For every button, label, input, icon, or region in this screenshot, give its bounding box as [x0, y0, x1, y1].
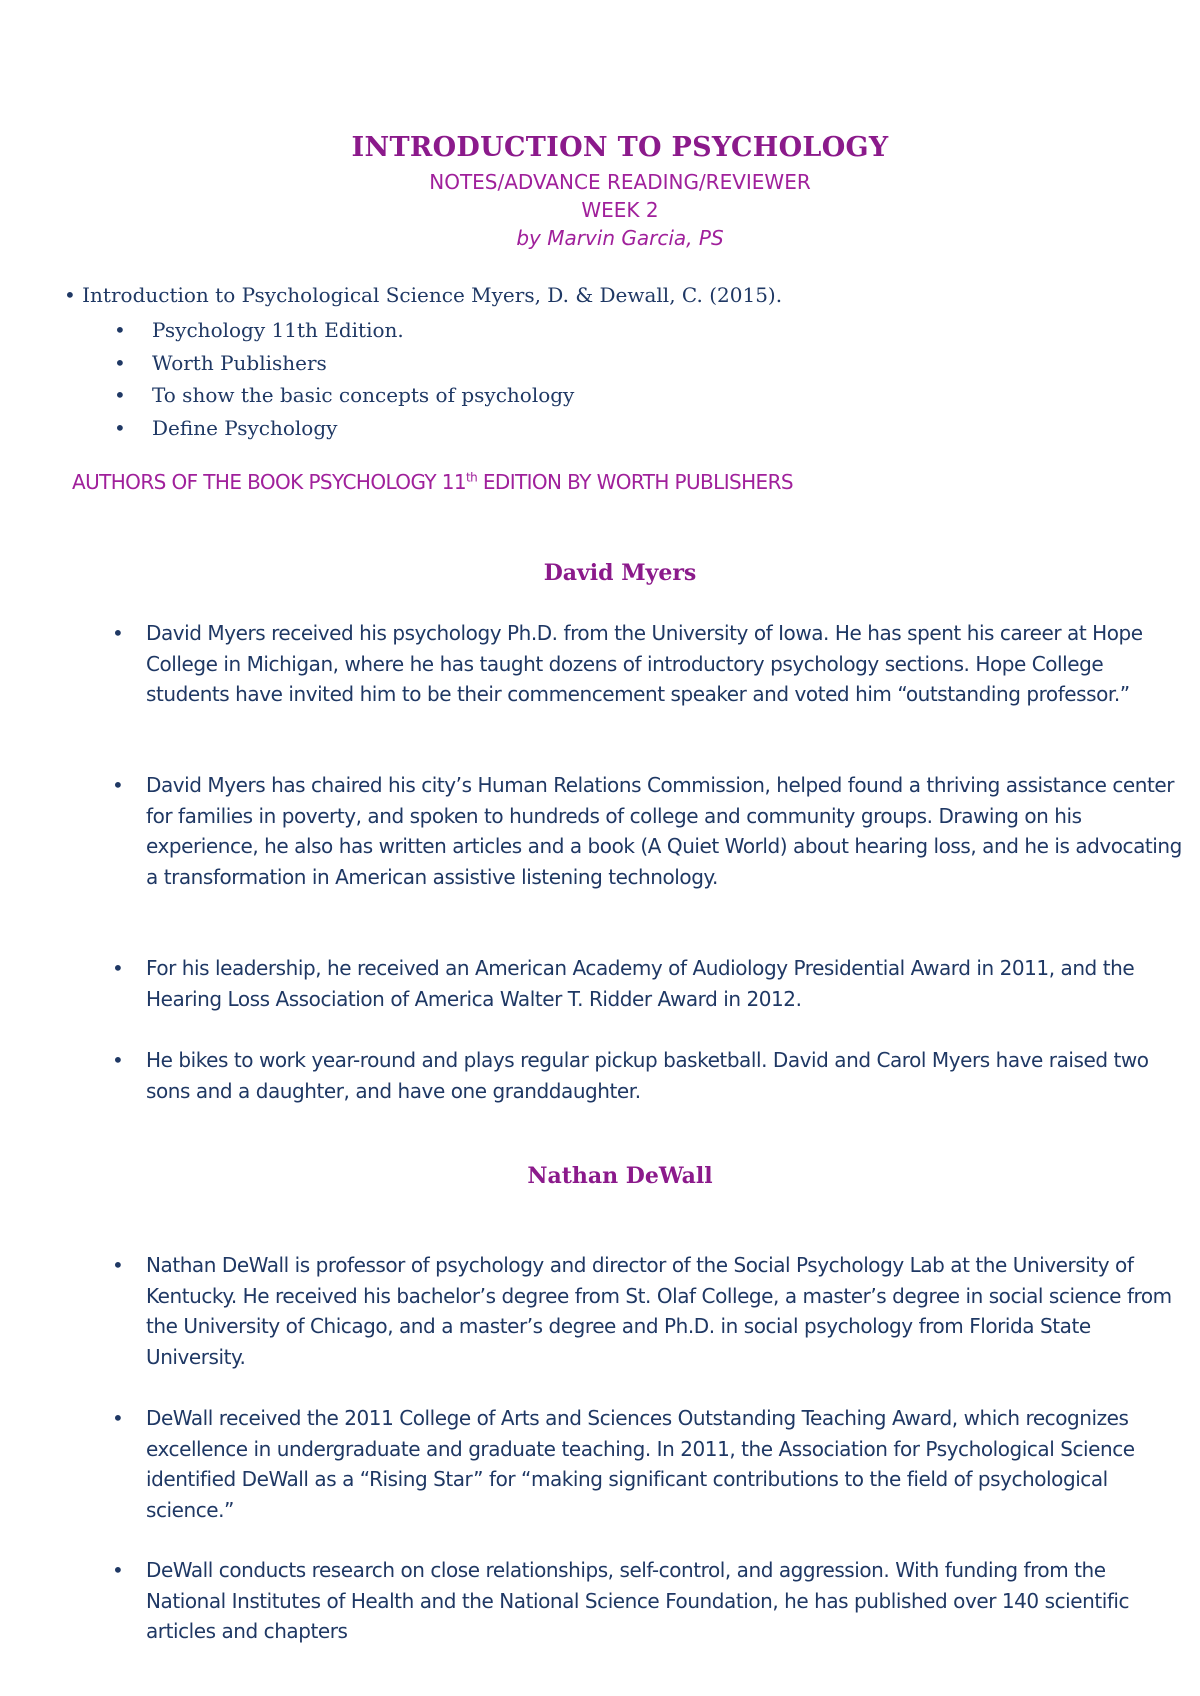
document-title: INTRODUCTION TO PSYCHOLOGY	[351, 132, 889, 163]
authors-heading	[72, 470, 793, 494]
list-item	[112, 1045, 1191, 1106]
list-item	[114, 379, 574, 412]
bullet-icon: •	[112, 1558, 124, 1582]
bio-paragraph: DeWall conducts research on close relationships, self-control, and aggression. With funding from the National Institutes of Health and the National Science Foundation, he has published over 140 scientific articles and chapters	[146, 1558, 1130, 1643]
list-item	[114, 347, 574, 380]
list-item	[112, 1250, 1191, 1372]
reference-list	[114, 314, 574, 444]
list-item	[112, 1403, 1191, 1525]
list-item-text: Define Psychology	[152, 415, 338, 440]
list-item	[112, 1555, 1191, 1647]
bullet-icon: •	[114, 318, 126, 342]
list-item-text: Psychology 11th Edition.	[152, 318, 404, 342]
bullet-icon: •	[114, 415, 126, 440]
byline: by Marvin Garcia, PS	[516, 226, 724, 250]
authors-heading-text: AUTHORS OF THE BOOK PSYCHOLOGY 11	[72, 470, 466, 494]
bullet-icon: •	[112, 773, 124, 797]
list-item-text: Worth Publishers	[152, 350, 327, 375]
bullet-icon: •	[112, 621, 124, 645]
document-subtitle: NOTES/ADVANCE READING/REVIEWER	[429, 170, 811, 194]
bio-paragraph: He bikes to work year-round and plays regular pickup basketball. David and Carol Myers have raised two sons and a daughter, and have one granddaughter.	[146, 1048, 1149, 1103]
bio-paragraph: Nathan DeWall is professor of psychology and director of the Social Psychology Lab at the University of Kentucky. He received his bachelor’s degree from St. Olaf College, a master’s degree in social science from the University of Chicago, and a master’s degree and Ph.D. in social psychology from Florida State University.	[146, 1253, 1172, 1369]
authors-heading-sup: th	[465, 470, 478, 485]
bio-paragraph: For his leadership, he received an American Academy of Audiology Presidential Award in 2011, and the Hearing Loss Association of America Walter T. Ridder Award in 2012.	[146, 956, 1135, 1011]
bullet-icon: •	[114, 383, 126, 407]
reference-citation: • Introduction to Psychological Science Myers, D. & Dewall, C. (2015).	[64, 283, 783, 307]
bullet-icon: •	[114, 350, 126, 375]
authors-heading-text-end: EDITION BY WORTH PUBLISHERS	[477, 470, 793, 494]
week-label: WEEK 2	[581, 198, 659, 222]
list-item	[114, 412, 574, 445]
author-name-myers: David Myers	[543, 560, 697, 586]
list-item	[112, 953, 1191, 1014]
list-item	[114, 314, 574, 347]
bullet-icon: •	[112, 1253, 124, 1277]
list-item	[112, 618, 1191, 710]
list-item-text: To show the basic concepts of psychology	[152, 383, 575, 407]
bio-paragraph: DeWall received the 2011 College of Arts and Sciences Outstanding Teaching Award, which recognizes excellence in undergraduate and graduate teaching. In 2011, the Association for Psychological Science identified DeWall as a “Rising Star” for “making significant contributions to the field of psychological science.”	[146, 1406, 1135, 1522]
list-item	[112, 770, 1191, 892]
bio-paragraph: David Myers received his psychology Ph.D. from the University of Iowa. He has spent his career at Hope College in Michigan, where he has taught dozens of introductory psychology sections. Hope College students have invited him to be their commencement speaker and voted him “outstanding professor.”	[146, 621, 1143, 706]
bullet-icon: •	[112, 1048, 124, 1072]
author-name-dewall: Nathan DeWall	[527, 1163, 713, 1189]
bio-paragraph: David Myers has chaired his city’s Human Relations Commission, helped found a thriving assistance center for families in poverty, and spoken to hundreds of college and community groups. Drawing on his experience, he also has written articles and a book (A Quiet World) about hearing loss, and he is advocating a transformation in American assistive listening technology.	[146, 773, 1182, 889]
bullet-icon: •	[112, 1406, 124, 1430]
bullet-icon: •	[112, 956, 124, 980]
